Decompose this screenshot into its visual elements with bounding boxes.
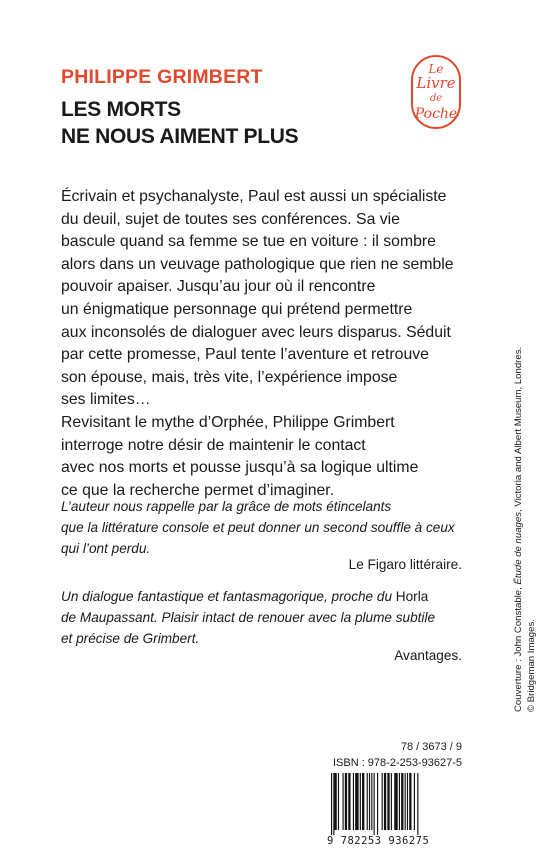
barcode-bar bbox=[345, 773, 347, 830]
barcode-bar bbox=[369, 773, 370, 830]
barcode-bar bbox=[407, 773, 408, 830]
barcode-digits: 9 782253 936275 bbox=[327, 835, 430, 847]
press-quote-avantages bbox=[61, 586, 481, 649]
barcode-bar bbox=[343, 773, 344, 830]
quote-line: qui l’ont perdu. bbox=[61, 541, 151, 556]
barcode-bar bbox=[399, 773, 400, 830]
summary-line: ce que la recherche permet d’imaginer. bbox=[61, 481, 335, 499]
author-name: PHILIPPE GRIMBERT bbox=[61, 66, 263, 88]
credit-artwork-title: Étude de nuages bbox=[513, 511, 524, 585]
summary-line: son épouse, mais, très vite, l’expérience impose bbox=[61, 368, 398, 386]
summary-line: par cette promesse, Paul tente l’aventure et retrouve bbox=[61, 346, 429, 364]
catalog-number: 78 / 3673 / 9 bbox=[400, 741, 462, 753]
credit-line-1 bbox=[513, 346, 526, 712]
quote-source-figaro: Le Figaro littéraire. bbox=[348, 557, 462, 572]
summary-line: avec nos morts et pousse jusqu’à sa logique ultime bbox=[61, 459, 419, 477]
book-title-line-2: NE NOUS AIMENT PLUS bbox=[61, 125, 299, 148]
barcode-bar bbox=[391, 773, 392, 830]
barcode-bar bbox=[333, 773, 334, 835]
isbn-number: ISBN : 978-2-253-93627-5 bbox=[332, 757, 462, 769]
barcode-bar bbox=[382, 773, 383, 830]
quote-line-with-title bbox=[61, 586, 481, 607]
summary-line: ses limites… bbox=[61, 391, 151, 409]
barcode-bar bbox=[417, 773, 418, 835]
summary-line: alors dans un veuvage pathologique que rien ne semble bbox=[61, 255, 454, 273]
credit-suffix: , Victoria and Albert Museum, Londres. bbox=[513, 346, 524, 512]
press-quote-figaro bbox=[61, 496, 481, 559]
quote-line: que la littérature console et peut donner un second souffle à ceux bbox=[61, 520, 455, 535]
book-title-line-1: LES MORTS bbox=[61, 98, 181, 121]
book-summary bbox=[61, 186, 481, 502]
quote-line: et précise de Grimbert. bbox=[61, 631, 200, 646]
quote-line-fragment: Un dialogue fantastique et fantasmagorique, proche du bbox=[61, 589, 393, 604]
horla-title: Horla bbox=[395, 589, 429, 604]
barcode-bar bbox=[409, 773, 411, 830]
barcode-bar bbox=[367, 773, 368, 830]
barcode-bar bbox=[401, 773, 403, 830]
summary-line: aux inconsolés de dialoguer avec leurs disparus. Séduit bbox=[61, 323, 451, 341]
summary-line: pouvoir apaiser. Jusqu’au jour où il rencontre bbox=[61, 278, 376, 296]
barcode-bar bbox=[331, 773, 332, 835]
summary-line: Écrivain et psychanalyste, Paul est aussi un spécialiste bbox=[61, 188, 447, 205]
logo-text-de: de bbox=[429, 93, 443, 104]
summary-line: interroge notre désir de maintenir le contact bbox=[61, 436, 366, 454]
livre-de-poche-logo bbox=[411, 55, 461, 129]
barcode-bar bbox=[394, 773, 397, 830]
barcode-bar bbox=[338, 773, 339, 830]
logo-text-poche: Poche bbox=[414, 106, 458, 122]
barcode-bar bbox=[355, 773, 358, 830]
summary-line: du deuil, sujet de toutes ses conférences. Sa vie bbox=[61, 210, 400, 228]
barcode-bar bbox=[387, 773, 389, 830]
barcode-bar bbox=[371, 773, 372, 830]
barcode-bar bbox=[414, 773, 415, 830]
logo-text-le: Le bbox=[428, 62, 444, 76]
barcode-bar bbox=[374, 773, 375, 835]
barcode-bar bbox=[377, 773, 378, 835]
credit-line-2: © Bridgeman Images. bbox=[525, 619, 537, 712]
quote-source-avantages: Avantages. bbox=[394, 648, 462, 663]
summary-line: bascule quand sa femme se tue en voiture : il sombre bbox=[61, 233, 436, 251]
barcode-bar bbox=[360, 773, 361, 830]
barcode-bar bbox=[384, 773, 386, 830]
quote-line: de Maupassant. Plaisir intact de renouer avec la plume subtile bbox=[61, 610, 436, 625]
barcode-bar bbox=[334, 773, 336, 830]
logo-text-livre: Livre bbox=[416, 74, 456, 92]
barcode-bar bbox=[353, 773, 354, 830]
cover-credit bbox=[513, 346, 538, 712]
summary-line: Revisitant le mythe d’Orphée, Philippe Grimbert bbox=[61, 413, 395, 431]
summary-line: un énigmatique personnage qui prétend permettre bbox=[61, 300, 413, 318]
barcode-bar bbox=[405, 773, 406, 830]
credit-prefix: Couverture : John Constable, bbox=[513, 584, 524, 712]
isbn-barcode bbox=[329, 773, 464, 835]
barcode-bar bbox=[362, 773, 364, 830]
barcode-bars bbox=[329, 773, 464, 835]
barcode-bar bbox=[348, 773, 350, 830]
quote-line: L’auteur nous rappelle par la grâce de mots étincelants bbox=[61, 499, 392, 514]
